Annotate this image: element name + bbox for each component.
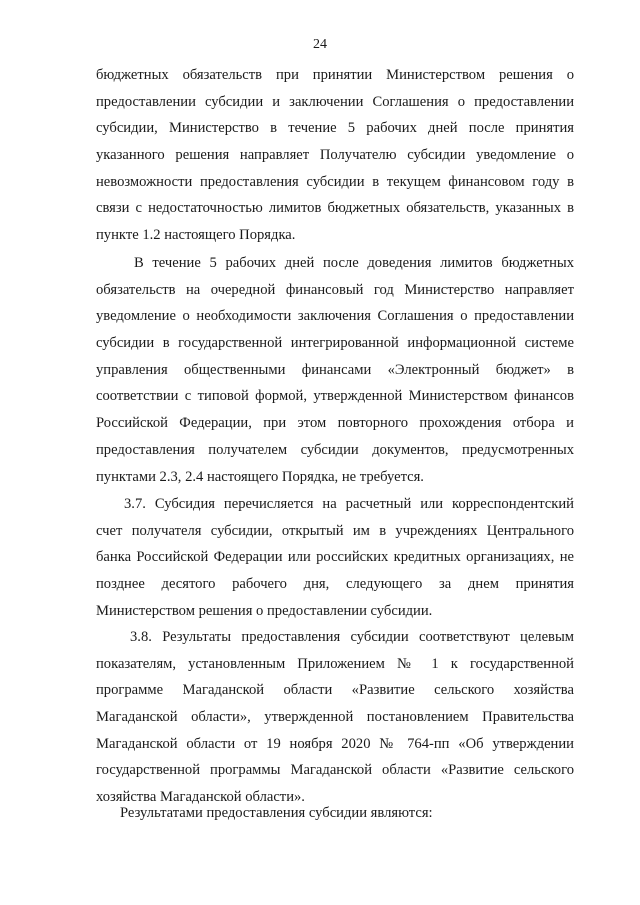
text-line: пункте 1.2 настоящего Порядка.	[96, 227, 296, 244]
page-number: 24	[313, 37, 327, 52]
text-line: программе Магаданской области «Развитие сельского хозяйства	[96, 682, 574, 699]
text-line: банка Российской Федерации или российских кредитных организациях, не	[96, 549, 574, 566]
paragraph-1	[96, 62, 574, 249]
text-line: связи с недостаточностью лимитов бюджетных обязательств, указанных в	[96, 200, 574, 217]
text-line: субсидии, Министерство в течение 5 рабочих дней после принятия	[96, 120, 574, 137]
text-line: 3.8. Результаты предоставления субсидии соответствуют целевым	[130, 629, 574, 645]
text-line: уведомление о необходимости заключения Соглашения о предоставлении	[96, 308, 574, 325]
text-line: В течение 5 рабочих дней после доведения лимитов бюджетных	[134, 255, 574, 271]
text-line: государственной программы Магаданской области «Развитие сельского	[96, 762, 574, 779]
text-line: показателям, установленным Приложением № 1 к государственной	[96, 655, 574, 672]
paragraph-3-8	[96, 624, 574, 811]
text-line: Магаданской области от 19 ноября 2020 № 764-пп «Об утверждении	[96, 735, 574, 752]
text-line: невозможности предоставления субсидии в текущем финансовом году в	[96, 173, 574, 190]
text-line: Результатами предоставления субсидии являются:	[120, 805, 433, 821]
paragraph-2	[96, 250, 574, 490]
text-line: счет получателя субсидии, открытый им в учреждениях Центрального	[96, 522, 574, 539]
text-line: управления общественными финансами «Электронный бюджет» в	[96, 361, 574, 378]
text-line: бюджетных обязательств при принятии Министерством решения о	[96, 67, 574, 83]
text-line: Магаданской области», утвержденной постановлением Правительства	[96, 709, 574, 726]
text-line: позднее десятого рабочего дня, следующего за днем принятия	[96, 576, 574, 593]
text-line: предоставлении субсидии и заключении Соглашения о предоставлении	[96, 93, 574, 110]
text-line: соответствии с типовой формой, утвержденной Министерством финансов	[96, 388, 574, 405]
text-line: 3.7. Субсидия перечисляется на расчетный или корреспондентский	[124, 496, 574, 512]
text-line: предоставления получателем субсидии документов, предусмотренных	[96, 441, 574, 458]
text-line: субсидии в государственной интегрированной информационной системе	[96, 335, 574, 352]
paragraph-results	[96, 800, 574, 827]
text-line: Российской Федерации, при этом повторного прохождения отбора и	[96, 415, 574, 432]
text-line: хозяйства Магаданской области».	[96, 789, 305, 806]
text-line: обязательств на очередной финансовый год Министерство направляет	[96, 281, 574, 298]
text-line: пунктами 2.3, 2.4 настоящего Порядка, не требуется.	[96, 468, 424, 485]
text-line: указанного решения направляет Получателю субсидии уведомление о	[96, 147, 574, 164]
text-line: Министерством решения о предоставлении субсидии.	[96, 602, 433, 619]
paragraph-3-7	[96, 491, 574, 624]
